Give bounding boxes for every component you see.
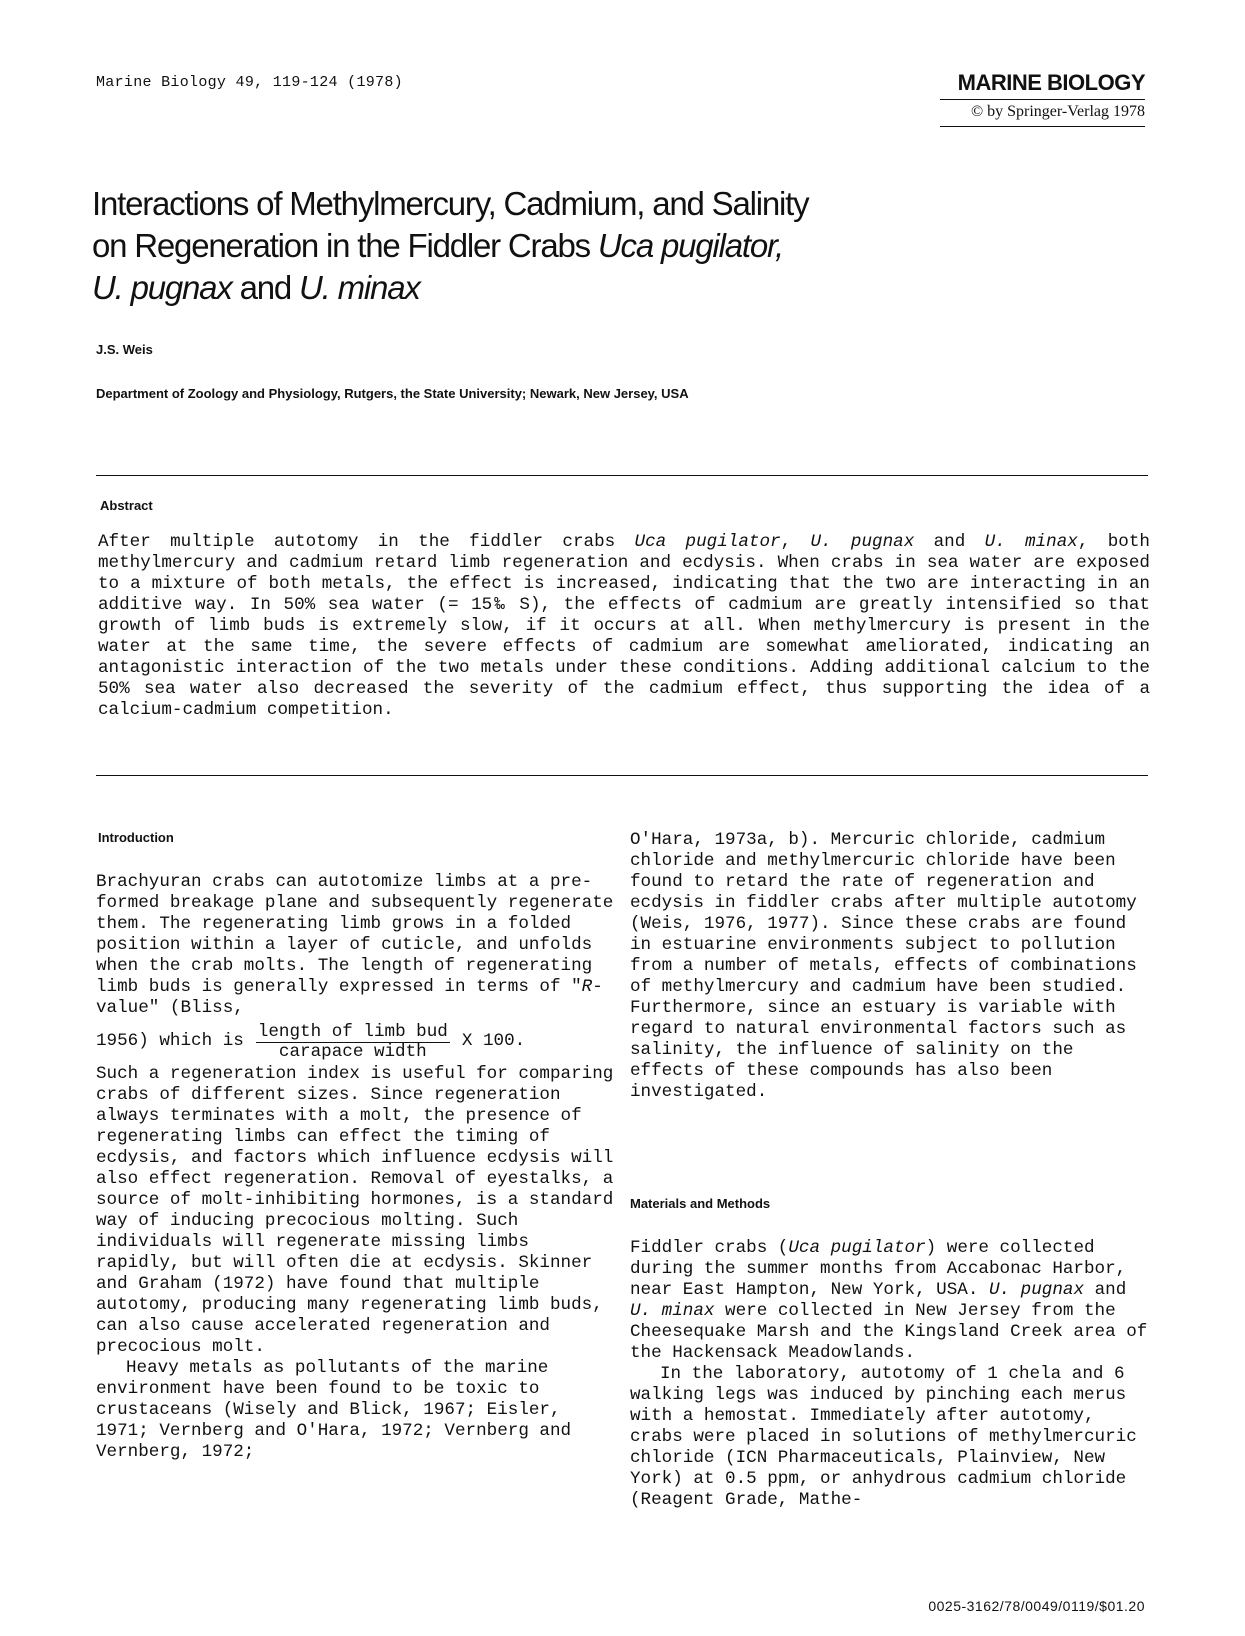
introduction-heading: Introduction — [98, 830, 174, 845]
author-affiliation: Department of Zoology and Physiology, Rutgers, the State University; Newark, New Jersey, USA — [96, 386, 689, 401]
formula-fraction — [256, 1022, 450, 1061]
masthead-divider — [940, 99, 1145, 100]
journal-masthead — [940, 70, 1145, 127]
abstract-species-3: U. minax — [984, 532, 1078, 552]
formula-prefix: 1956) which is — [96, 1031, 244, 1051]
intro-p1-text-b: -value" (Bliss, — [96, 977, 603, 1018]
title-line-2: on Regeneration in the Fiddler Crabs — [92, 227, 598, 264]
copyright-notice: © by Springer-Verlag 1978 — [970, 103, 1145, 120]
intro-paragraph-2: Heavy metals as pollutants of the marine environment have been found to be toxic to crustaceans (Wisely and Blick, 1967; Eisler, 1971; Vernberg and O'Hara, 1972; Vernberg and Vernberg, 1972; — [96, 1358, 572, 1462]
masthead-divider-bottom — [940, 126, 1145, 127]
abstract-top-rule — [96, 475, 1148, 476]
methods-paragraph-2: In the laboratory, autotomy of 1 chela and 6 walking legs was induced by pinching each merus with a hemostat. Immediately after autotomy, crabs were placed in solutions of methylmercuric chloride (ICN Pharmaceuticals, Plainview, New York) at 0.5 ppm, or anhydrous cadmium chloride (Reagent Grade, Mathe- — [630, 1364, 1137, 1510]
methods-p1-text-a: Fiddler crabs ( — [630, 1238, 789, 1258]
journal-citation: Marine Biology 49, 119-124 (1978) — [96, 74, 403, 91]
methods-p1-text-b: ) were collected during the summer months from Accabonac Harbor, near East Hampton, New York, USA. — [630, 1238, 1127, 1300]
intro-p1-text-a: Brachyuran crabs can autotomize limbs at a pre-formed breakage plane and subsequently regenerate them. The regenerating limb grows in a folded position within a layer of cuticle, and unfolds when the crab molts. The length of regenerating limb buds is generally expressed in terms of " — [96, 872, 614, 997]
methods-p1-text-d: were collected in New Jersey from the Cheesequake Marsh and the Kingsland Creek area of the Hackensack Meadowlands. — [630, 1301, 1148, 1363]
left-column — [96, 872, 616, 1463]
methods-species-2: U. pugnax — [988, 1280, 1085, 1300]
abstract-text-4: , both methylmercury and cadmium retard limb regeneration and ecdysis. When crabs in sea water are exposed to a mixture of both metals, the effect is increased, indicating that the two are interacting in an additive way. In 50% sea water (= 15‰ S), the effects of cadmium are greatly intensified so that growth of limb buds is extremely slow, if it occurs at all. When methylmercury is present in the water at the same time, the severe effects of cadmium are somewhat ameliorated, indicating an antagonistic interaction of the two metals under these conditions. Adding additional calcium to the 50% sea water also decreased the severity of the cadmium effect, thus supporting the idea of a calcium-cadmium competition. — [98, 532, 1150, 720]
methods-species-1: Uca pugilator — [788, 1238, 926, 1258]
formula-numerator: length of limb bud — [257, 1022, 448, 1042]
abstract-bottom-rule — [96, 775, 1148, 776]
title-conjunction: and — [231, 269, 300, 306]
formula-denominator: carapace width — [278, 1042, 427, 1062]
methods-body — [630, 1238, 1150, 1511]
author-name: J.S. Weis — [96, 342, 153, 357]
issn-code: 0025-3162/78/0049/0119/$01.20 — [928, 1598, 1145, 1614]
title-species-pugnax: U. pugnax — [92, 269, 232, 306]
title-line-1: Interactions of Methylmercury, Cadmium, and Salinity — [92, 185, 809, 222]
methods-species-3: U. minax — [630, 1301, 715, 1321]
right-column — [630, 830, 1150, 1103]
abstract-text-2: , — [780, 532, 811, 552]
methods-heading: Materials and Methods — [630, 1196, 771, 1211]
formula-suffix: X 100. — [461, 1031, 526, 1051]
abstract-species-1: Uca pugilator — [634, 532, 781, 552]
title-species-pugilator: Uca pugilator, — [597, 227, 783, 264]
journal-name: MARINE BIOLOGY — [957, 70, 1145, 95]
intro-paragraph-1a — [96, 872, 616, 1019]
abstract-text-3: and — [914, 532, 985, 552]
article-title — [92, 183, 912, 309]
abstract-species-2: U. pugnax — [810, 532, 915, 552]
intro-paragraph-2-continued: O'Hara, 1973a, b). Mercuric chloride, cadmium chloride and methylmercuric chloride have been found to retard the rate of regeneration and ecdysis in fiddler crabs after multiple autotomy (Weis, 1976, 1977). Since these crabs are found in estuarine environments subject to pollution from a number of metals, effects of combinations of methylmercury and cadmium have been studied. Furthermore, since an estuary is variable with regard to natural environmental factors such as salinity, the influence of salinity on the effects of these compounds has also been investigated. — [630, 830, 1137, 1102]
r-value-symbol: R — [581, 977, 593, 997]
intro-paragraph-1c: Such a regeneration index is useful for comparing crabs of different sizes. Since regeneration always terminates with a molt, the presence of regenerating limbs can effect the timing of ecdysis, and factors which influence ecdysis will also effect regeneration. Removal of eyestalks, a source of molt-inhibiting hormones, is a standard way of inducing precocious molting. Such individuals will regenerate missing limbs rapidly, but will often die at ecdysis. Skinner and Graham (1972) have found that multiple autotomy, producing many regenerating limb buds, can also cause accelerated regeneration and precocious molt. — [96, 1064, 614, 1357]
methods-p1-text-c: and — [1084, 1280, 1127, 1300]
abstract-heading: Abstract — [100, 498, 153, 513]
abstract-body — [98, 532, 1150, 721]
abstract-text-1: After multiple autotomy in the fiddler crabs — [98, 532, 635, 552]
methods-paragraph-1 — [630, 1238, 1150, 1364]
r-value-formula — [96, 1019, 616, 1064]
title-species-minax: U. minax — [299, 269, 420, 306]
